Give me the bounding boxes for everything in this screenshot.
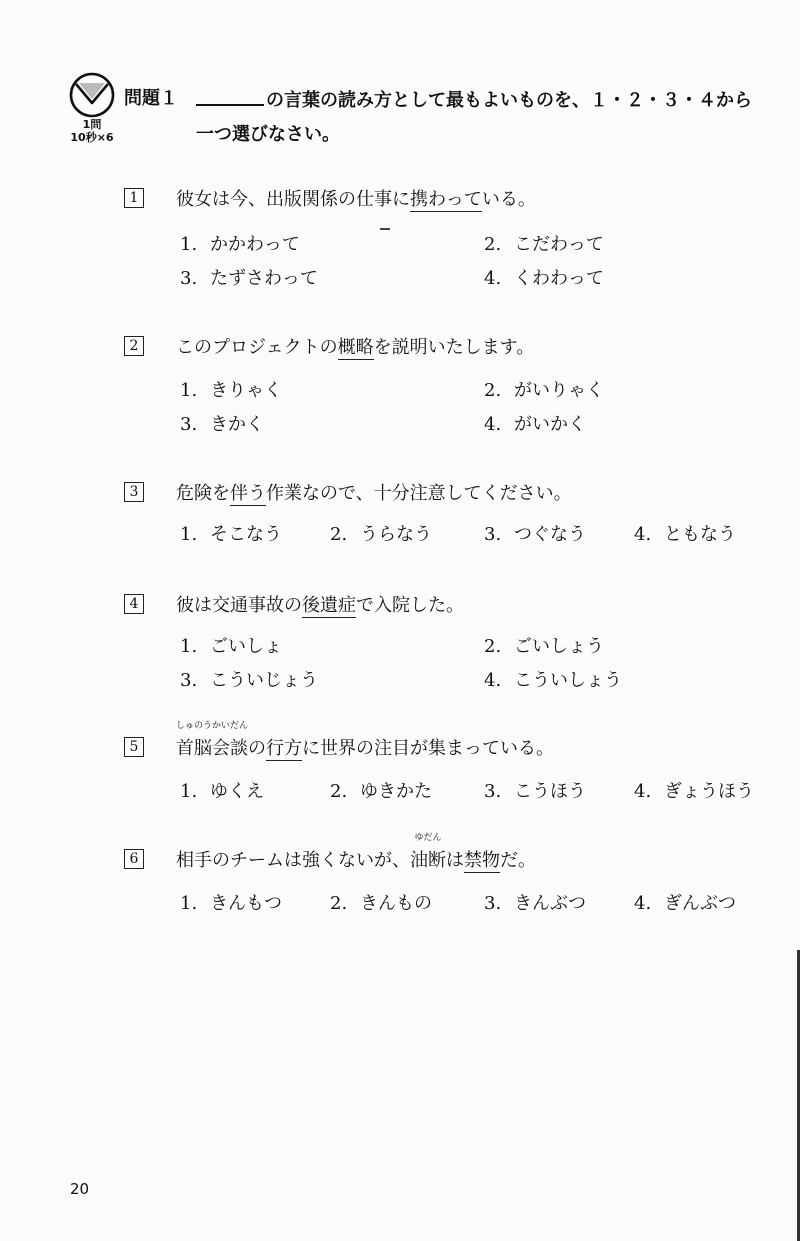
option-text: ごいしょう (514, 636, 604, 657)
option-number: 3. (180, 268, 198, 289)
instruction-line-2: 一つ選びなさい。 (196, 124, 340, 145)
option-number: 4. (634, 781, 652, 802)
question-text-before: 彼は交通事故の (176, 595, 302, 616)
option-number: 2. (484, 380, 502, 401)
option-2[interactable] (330, 777, 432, 803)
option-text: きんぶつ (514, 893, 586, 914)
option-number: 4. (634, 524, 652, 545)
option-number: 1. (180, 636, 198, 657)
option-text: きんもつ (210, 893, 282, 914)
option-number: 2. (484, 234, 502, 255)
option-3[interactable] (484, 520, 586, 546)
furigana-base: 油断 (410, 850, 446, 871)
question-text-after: を説明いたします。 (373, 337, 535, 358)
option-number: 3. (180, 414, 198, 435)
page-number: 20 (70, 1180, 90, 1198)
option-text: きりゃく (210, 380, 282, 401)
question-number: 6 (124, 849, 144, 869)
option-text: ごいしょ (210, 636, 282, 657)
furigana-word (176, 721, 249, 760)
option-2[interactable] (330, 889, 432, 915)
question-number: 5 (124, 737, 144, 757)
question-number: 4 (124, 594, 144, 614)
option-2[interactable] (484, 632, 604, 658)
instruction-line-1 (196, 84, 786, 118)
option-text: こだわって (514, 234, 604, 255)
target-word: 伴う (230, 483, 266, 504)
question-text-before: 相手のチームは強くないが、 (176, 850, 410, 871)
question-text (176, 833, 536, 872)
option-text: こういじょう (210, 670, 318, 691)
option-3[interactable] (484, 777, 586, 803)
option-text: かかわって (210, 234, 300, 255)
option-1[interactable] (180, 632, 282, 658)
option-number: 2. (330, 781, 348, 802)
target-word: 概略 (337, 337, 374, 358)
option-1[interactable] (180, 376, 282, 402)
question-text-after: 作業なので、十分注意してください。 (266, 483, 572, 504)
option-text: がいりゃく (514, 380, 604, 401)
problem-label: 問題１ (124, 88, 178, 109)
option-number: 4. (484, 268, 502, 289)
option-text: たずさわって (210, 268, 318, 289)
option-3[interactable] (180, 666, 318, 692)
question-text (176, 333, 534, 359)
timer-line-2: 10秒×6 (70, 131, 114, 144)
option-4[interactable] (484, 666, 622, 692)
instruction-line-1-text: の言葉の読み方として最もよいものを、１・２・３・４から (266, 90, 752, 111)
option-4[interactable] (634, 777, 754, 803)
target-word: 携わって (410, 189, 482, 210)
option-number: 1. (180, 234, 198, 255)
option-text: ゆくえ (210, 781, 264, 802)
furigana-word (410, 833, 446, 872)
option-2[interactable] (484, 376, 604, 402)
option-number: 3. (484, 781, 502, 802)
option-number: 3. (484, 524, 502, 545)
option-number: 2. (484, 636, 502, 657)
target-word: 行方 (266, 738, 302, 759)
option-text: ぎょうほう (664, 781, 754, 802)
option-number: 1. (180, 524, 198, 545)
option-text: がいかく (514, 414, 586, 435)
option-text: こうほう (514, 781, 586, 802)
target-word: 後遺症 (302, 595, 356, 616)
question-text (176, 479, 572, 505)
furigana: しゅのうかいだん (176, 721, 249, 731)
option-text: こういしょう (514, 670, 622, 691)
question-number: 2 (124, 336, 144, 356)
question-text-mid: は (446, 850, 464, 871)
question-text-mid: の (248, 738, 266, 759)
option-number: 3. (180, 670, 198, 691)
question-text-before: 彼女は今、出版関係の仕事に (176, 189, 410, 210)
target-word: 禁物 (464, 850, 500, 871)
blank-underline (196, 86, 264, 106)
option-3[interactable] (484, 889, 586, 915)
question-text-before: このプロジェクトの (176, 337, 338, 358)
option-number: 3. (484, 893, 502, 914)
option-text: きかく (210, 414, 264, 435)
option-number: 4. (484, 414, 502, 435)
option-number: 1. (180, 893, 198, 914)
instruction (196, 84, 786, 152)
question-text (176, 591, 464, 617)
option-4[interactable] (484, 264, 604, 290)
option-4[interactable] (484, 410, 586, 436)
option-1[interactable] (180, 520, 282, 546)
option-number: 4. (634, 893, 652, 914)
furigana: ゆだん (414, 833, 442, 843)
option-number: 1. (180, 781, 198, 802)
option-text: くわわって (514, 268, 604, 289)
option-1[interactable] (180, 777, 264, 803)
stray-mark (380, 228, 390, 230)
option-2[interactable] (330, 520, 432, 546)
question-text-before: 首脳会談 (176, 738, 248, 759)
option-number: 1. (180, 380, 198, 401)
option-text: ともなう (664, 524, 736, 545)
option-text: ゆきかた (360, 781, 432, 802)
timer-clock-icon (68, 72, 116, 118)
option-4[interactable] (634, 889, 736, 915)
option-3[interactable] (180, 264, 318, 290)
option-number: 2. (330, 524, 348, 545)
option-text: うらなう (360, 524, 432, 545)
question-text-after: だ。 (500, 850, 536, 871)
question-text-before: 危険を (176, 483, 230, 504)
option-text: つぐなう (514, 524, 586, 545)
timer-line-1: 1問 (82, 118, 102, 131)
option-text: ぎんぶつ (664, 893, 736, 914)
question-number: 1 (124, 188, 144, 208)
option-4[interactable] (634, 520, 736, 546)
option-1[interactable] (180, 230, 300, 256)
option-text: きんもの (360, 893, 432, 914)
timer-caption (58, 118, 126, 144)
option-2[interactable] (484, 230, 604, 256)
question-text (176, 185, 536, 211)
option-3[interactable] (180, 410, 264, 436)
option-text: そこなう (210, 524, 282, 545)
option-1[interactable] (180, 889, 282, 915)
option-number: 4. (484, 670, 502, 691)
question-text-after: で入院した。 (356, 595, 464, 616)
question-text-after: いる。 (481, 189, 536, 210)
question-number: 3 (124, 482, 144, 502)
option-number: 2. (330, 893, 348, 914)
question-text-after: に世界の注目が集まっている。 (302, 738, 554, 759)
question-text (176, 721, 554, 760)
